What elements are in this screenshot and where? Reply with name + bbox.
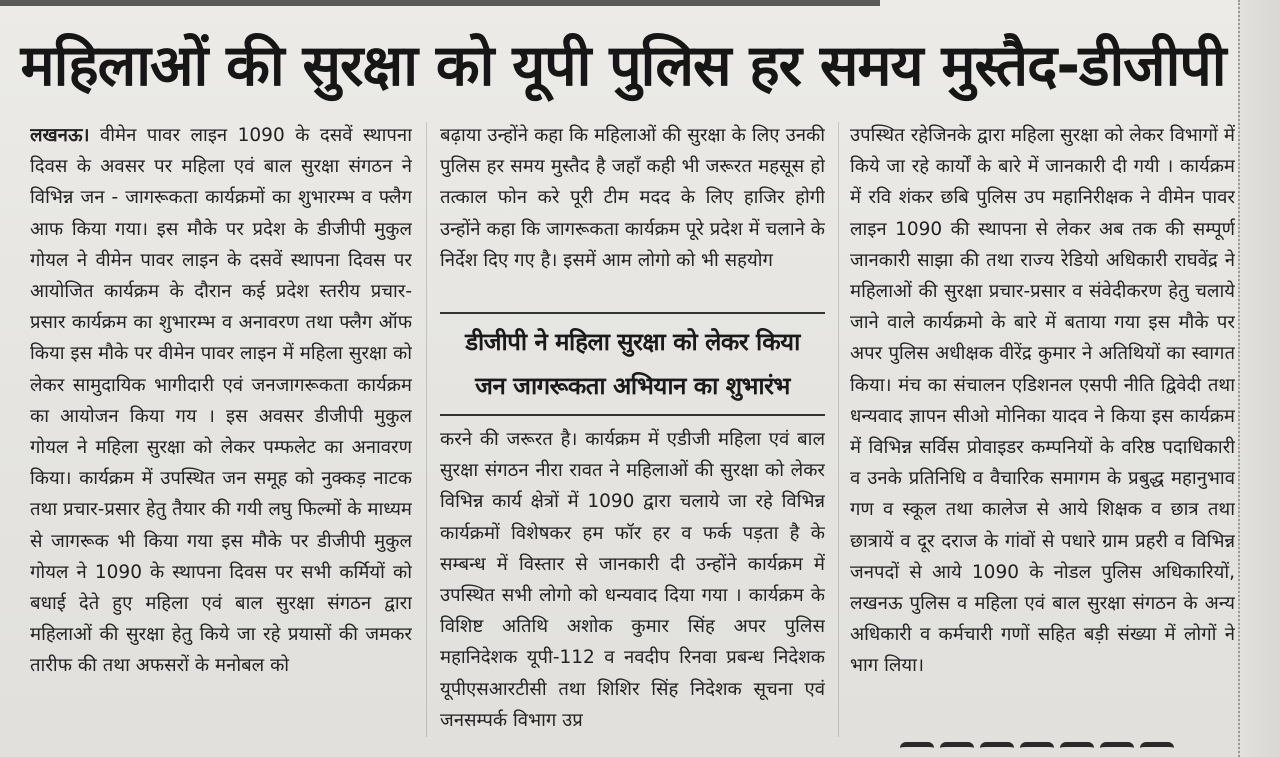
column-2-text-bottom: करने की जरूरत है। कार्यक्रम में एडीजी महिला एवं बाल सुरक्षा संगठन नीरा रावत ने महिलाओं की सुरक्षा को लेकर विभिन्न कार्य क्षेत्रों में 1090 द्वारा चलाये जा रहे विभिन्न कार्यक्रमों विशेषकर हम फॉर हर व फर्क पड़ता है के सम्बन्ध में विस्तार से जानकारी दी उन्होंने कार्यक्रम में उपस्थित सभी लोगो को धन्यवाद दिया गया । कार्यक्रम के विशिष्ट अतिथि अशोक कुमार सिंह अपर पुलिस महानिदेशक यूपी-112 व नवदीप रिनवा प्रबन्ध निदेशक यूपीएसआरटीसी तथा शिशिर सिंह निदेशक सूचना एवं जनसम्पर्क विभाग उप्र <box>440 429 825 731</box>
dateline: लखनऊ। <box>30 125 90 146</box>
subheading-line-1: डीजीपी ने महिला सुरक्षा को लेकर किया <box>465 328 800 356</box>
glyph-fragment <box>1100 742 1134 757</box>
column-divider <box>426 122 427 737</box>
column-2-text-top: बढ़ाया उन्होंने कहा कि महिलाओं की सुरक्षा के लिए उनकी पुलिस हर समय मुस्तैद है जहाँ कही भी जरूरत महसूस हो तत्काल फोन करे पूरी टीम मदद के लिए हाजिर होगी उन्होंने कहा कि जागरूकता कार्यक्रम पूरे प्रदेश में चलाने के निर्देश दिए गए है। इसमें आम लोगो को भी सहयोग <box>440 125 825 271</box>
glyph-fragment <box>900 742 934 757</box>
column-divider <box>838 122 839 737</box>
article-column-1 <box>30 120 412 740</box>
column-3-text: उपस्थित रहेजिनके द्वारा महिला सुरक्षा को लेकर विभागों में किये जा रहे कार्यों के बारे में जानकारी दी गयी । कार्यक्रम में रवि शंकर छबि पुलिस उप महानिरीक्षक ने वीमेन पावर लाइन 1090 की स्थापना से लेकर अब तक की सम्पूर्ण जानकारी साझा की तथा राज्य रेडियो अधिकारी राघवेंद्र ने महिलाओं की सुरक्षा प्रचार-प्रसार व संवेदीकरण हेतु चलाये जाने वाले कार्यक्रमो के बारे में बताया गया इस मौके पर अपर पुलिस अधीक्षक वीरेंद्र कुमार ने अतिथियों का स्वागत किया। मंच का संचालन एडिशनल एसपी नीति द्विवेदी तथा धन्यवाद ज्ञापन सीओ मोनिका यादव ने किया इस कार्यक्रम में विभिन्न सर्विस प्रोवाइडर कम्पनियों के वरिष्ठ पदाधिकारी व उनके प्रतिनिधि व वैचारिक समागम के प्रबुद्ध महानुभाव गण व स्कूल तथा कालेज से आये शिक्षक व छात्र तथा छात्रायें व दूर दराज के गांवों से पधारे ग्राम प्रहरी व विभिन्न जनपदों से आये 1090 के नोडल पुलिस अधिकारियों, लखनऊ पुलिस व महिला एवं बाल सुरक्षा संगठन के अन्य अधिकारी व कर्मचारी गणों सहित बड़ी संख्या में लोगों ने भाग लिया। <box>850 125 1235 677</box>
glyph-fragment <box>980 742 1014 757</box>
subheading <box>440 312 825 416</box>
column-1-text: वीमेन पावर लाइन 1090 के दसवें स्थापना दिवस के अवसर पर महिला एवं बाल सुरक्षा संगठन ने विभिन्न जन - जागरूकता कार्यक्रमों का शुभारम्भ व फ्लैग आफ किया गया। इस मौके पर प्रदेश के डीजीपी मुकुल गोयल ने वीमेन पावर लाइन के दसवें स्थापना दिवस पर आयोजित कार्यक्रम के दौरान कई प्रदेश स्तरीय प्रचार-प्रसार कार्यक्रम का शुभारम्भ व अनावरण तथा फ्लैग ऑफ किया इस मौके पर वीमेन पावर लाइन में महिला सुरक्षा को लेकर सामुदायिक भागीदारी एवं जनजागरूकता कार्यक्रम का आयोजन किया गय । इस अवसर डीजीपी मुकुल गोयल ने महिला सुरक्षा को लेकर पम्फलेट का अनावरण किया। कार्यक्रम में उपस्थित जन समूह को नुक्कड़ नाटक तथा प्रचार-प्रसार हेतु तैयार की गयी लघु फिल्मों के माध्यम से जागरूक भी किया गया इस मौके पर डीजीपी मुकुल गोयल ने 1090 के स्थापना दिवस पर सभी कर्मियों को बधाई देते हुए महिला एवं बाल सुरक्षा संगठन द्वारा महिलाओं की सुरक्षा हेतु किये जा रहे प्रयासों की जमकर तारीफ की तथा अफसरों के मनोबल को <box>30 125 412 677</box>
column-1-paragraph <box>30 120 412 682</box>
column-2-bottom <box>440 424 825 736</box>
next-article-glimpse <box>900 742 1230 757</box>
article-column-3 <box>850 120 1235 740</box>
column-2-top <box>440 120 825 302</box>
glyph-fragment <box>940 742 974 757</box>
article-column-2 <box>440 120 825 740</box>
glyph-fragment <box>1020 742 1054 757</box>
glyph-fragment <box>1060 742 1094 757</box>
top-rule <box>0 0 880 6</box>
headline: महिलाओं की सुरक्षा को यूपी पुलिस हर समय मुस्तैद-डीजीपी <box>20 33 1226 99</box>
page-edge <box>1238 0 1280 757</box>
subheading-line-2: जन जागरूकता अभियान का शुभारंभ <box>475 372 790 400</box>
glyph-fragment <box>1140 742 1174 757</box>
